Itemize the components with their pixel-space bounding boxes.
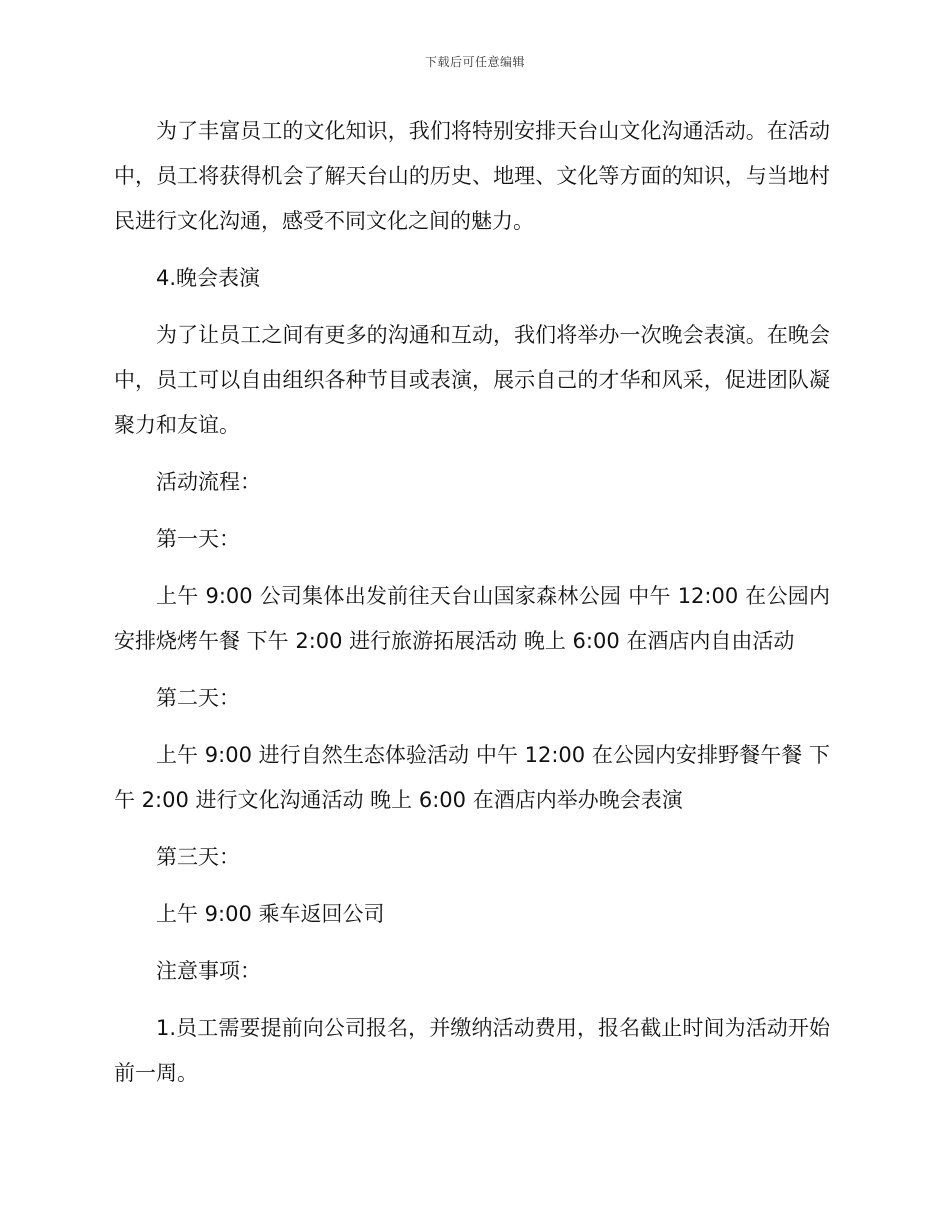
document-body	[114, 109, 830, 1108]
day-one-label: 第一天：	[156, 527, 240, 551]
day-two-schedule: 上午 9:00 进行自然生态体验活动 中午 12:00 在公园内安排野餐午餐 下午 2:00 进行文化沟通活动 晚上 6:00 在酒店内举办晚会表演	[114, 743, 830, 812]
day-one-schedule: 上午 9:00 公司集体出发前往天台山国家森林公园 中午 12:00 在公园内安排烧烤午餐 下午 2:00 进行旅游拓展活动 晚上 6:00 在酒店内自由活动	[114, 584, 830, 653]
section-heading-evening-show: 4.晚会表演	[156, 266, 261, 290]
note-item-1: 1.员工需要提前向公司报名，并缴纳活动费用，报名截止时间为活动开始前一周。	[114, 1016, 830, 1085]
day-three-label: 第三天：	[156, 845, 240, 869]
day-three-schedule: 上午 9:00 乘车返回公司	[156, 902, 385, 926]
paragraph-culture-exchange: 为了丰富员工的文化知识，我们将特别安排天台山文化沟通活动。在活动中，员工将获得机会了解天台山的历史、地理、文化等方面的知识，与当地村民进行文化沟通，感受不同文化之间的魅力。	[114, 119, 830, 233]
section-heading-notes: 注意事项：	[156, 959, 261, 983]
paragraph-evening-show: 为了让员工之间有更多的沟通和互动，我们将举办一次晚会表演。在晚会中，员工可以自由组织各种节目或表演，展示自己的才华和风采，促进团队凝聚力和友谊。	[114, 323, 830, 437]
page-header: 下载后可任意编辑	[424, 55, 525, 69]
day-two-label: 第二天：	[156, 686, 240, 710]
section-heading-schedule: 活动流程：	[156, 470, 261, 494]
